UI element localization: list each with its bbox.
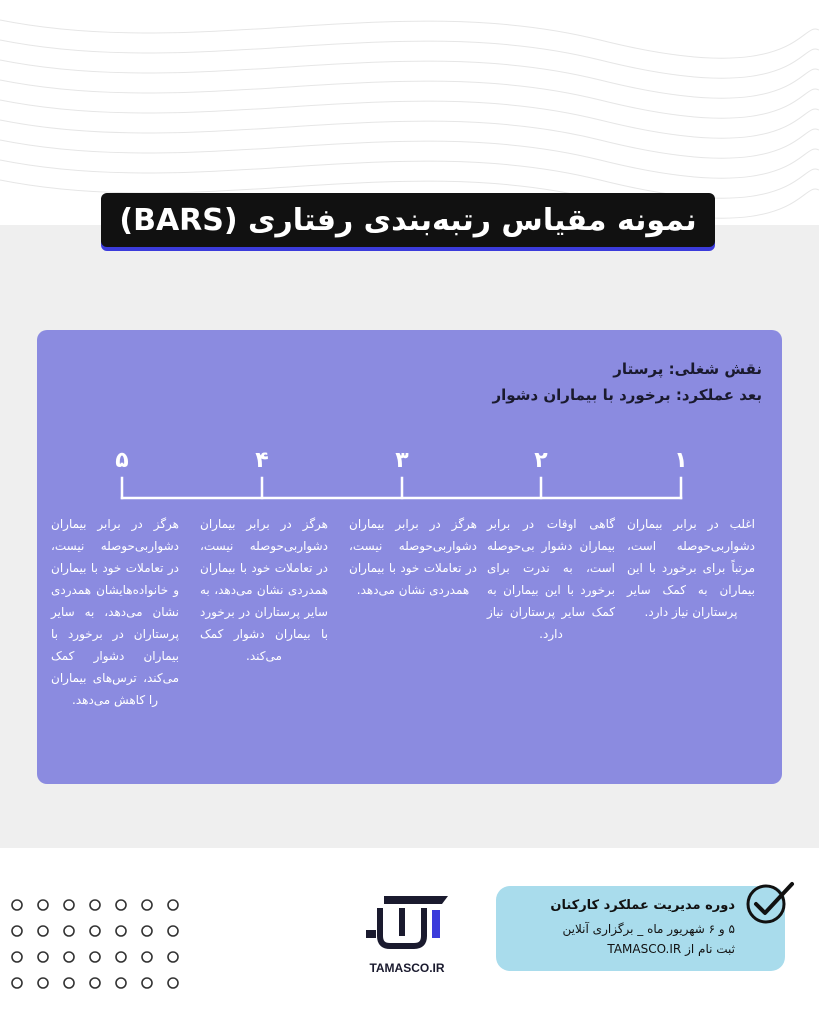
- scale-description-4: هرگز در برابر بیماران دشواربی‌حوصله نیست، در تعاملات خود با بیماران همدردی نشان می‌دهد، به سایر پرستاران در برخورد با بیماران دشوار کمک می‌کند.: [200, 517, 328, 663]
- wave-pattern: [0, 0, 819, 225]
- promo-dates: ۵ و ۶ شهریور ماه _ برگزاری آنلاین: [562, 922, 735, 936]
- scale-description-5: هرگز در برابر بیماران دشواربی‌حوصله نیست، در تعاملات خود با بیماران و خانواده‌هایشان همدردی نشان می‌دهد، به سایر پرستاران در برخورد با بیماران دشوار کمک می‌کند، ترس‌های بیماران را کاهش می‌دهد.: [51, 517, 179, 707]
- course-promo-banner[interactable]: [496, 886, 785, 971]
- scale-number-4: ۴: [255, 448, 269, 473]
- top-wave-background: [0, 0, 819, 225]
- page-title: نمونه مقیاس رتبه‌بندی رفتاری (BARS): [119, 202, 697, 238]
- scale-description-3: هرگز در برابر بیماران دشواربی‌حوصله نیست، در تعاملات خود با بیماران همدردی نشان می‌دهد.: [349, 517, 477, 597]
- promo-register: ثبت نام از TAMASCO.IR: [607, 942, 735, 956]
- job-role-label: نقش شغلی: پرستار: [613, 360, 762, 378]
- scale-description-1: اغلب در برابر بیماران دشواربی‌حوصله است، مرتباً برای برخورد با این بیماران به کمک سایر پرستاران نیاز دارد.: [627, 517, 755, 619]
- scale-number-3: ۳: [395, 448, 409, 473]
- decorative-dot-grid: [10, 897, 190, 997]
- promo-title: دوره مدیریت عملکرد کارکنان: [550, 898, 735, 913]
- tamasco-logo-icon: [362, 890, 452, 958]
- performance-dimension-label: بعد عملکرد: برخورد با بیماران دشوار: [492, 386, 762, 404]
- scale-description-2: گاهی اوقات در برابر بیماران دشوار بی‌حوصله است، به ندرت برای برخورد با این بیماران به کمک سایر پرستاران نیاز دارد.: [487, 517, 615, 641]
- scale-number-2: ۲: [534, 448, 548, 473]
- bars-card: [37, 330, 782, 784]
- page-title-banner: [101, 193, 715, 247]
- logo-text: TAMASCO.IR: [369, 961, 445, 975]
- scale-number-1: ۱: [674, 448, 688, 473]
- scale-number-5: ۵: [115, 448, 129, 473]
- checkmark-circle-icon: [744, 876, 796, 928]
